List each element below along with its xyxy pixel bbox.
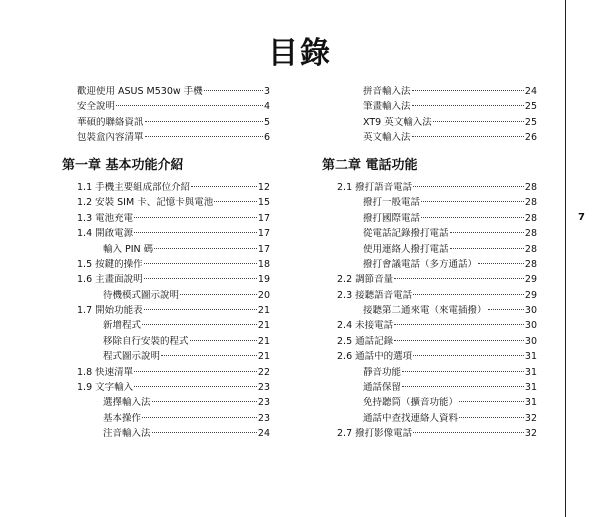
dot-leader	[190, 340, 257, 341]
toc-entry-label: 1.7 開始功能表	[77, 305, 143, 317]
toc-entry-page: 19	[257, 274, 270, 286]
toc-entry-page: 21	[257, 335, 270, 347]
toc-entry[interactable]	[363, 382, 537, 394]
toc-entry[interactable]	[363, 197, 537, 209]
toc-entry[interactable]	[77, 117, 270, 129]
toc-entry-label: 2.1 撥打語音電話	[337, 182, 413, 193]
toc-entry-page: 21	[257, 305, 270, 317]
dot-leader	[450, 232, 524, 233]
dot-leader	[142, 324, 257, 325]
toc-entry-label: 撥打一般電話	[363, 197, 421, 209]
toc-entry-page: 31	[524, 366, 537, 378]
toc-entry-page: 28	[524, 197, 537, 209]
toc-entry[interactable]	[337, 290, 537, 302]
toc-entry-label: 拼音輸入法	[363, 86, 411, 97]
dot-leader	[152, 432, 257, 433]
toc-entry[interactable]	[103, 397, 270, 409]
toc-entry-label: 2.6 通話中的選項	[337, 351, 413, 363]
toc-entry[interactable]	[103, 351, 270, 363]
toc-entry-page: 5	[263, 116, 270, 128]
toc-entry[interactable]	[77, 101, 270, 113]
dot-leader	[134, 232, 257, 233]
toc-entry-label: 通話保留	[363, 381, 402, 393]
dot-leader	[402, 386, 524, 387]
page-edge-rule	[565, 0, 566, 517]
toc-entry[interactable]	[77, 228, 270, 240]
toc-entry-page: 21	[257, 320, 270, 332]
toc-entry-page: 30	[524, 335, 537, 347]
toc-entry[interactable]	[363, 228, 537, 240]
toc-entry-label: 免持聽筒（擴音功能）	[363, 397, 459, 409]
dot-leader	[459, 417, 524, 418]
dot-leader	[134, 217, 257, 218]
toc-entry-label: 輸入 PIN 碼	[103, 243, 154, 255]
dot-leader	[144, 263, 257, 264]
toc-entry[interactable]	[363, 367, 537, 379]
dot-leader	[478, 263, 524, 264]
toc-entry-page: 25	[524, 116, 537, 128]
toc-entry-page: 31	[524, 381, 537, 393]
toc-entry[interactable]	[363, 213, 537, 225]
toc-entry-label: 撥打國際電話	[363, 212, 421, 224]
toc-entry-label: 注音輸入法	[103, 428, 151, 440]
toc-entry-label: 新增程式	[103, 320, 142, 332]
chapter-heading[interactable]: 第一章 基本功能介紹	[62, 158, 184, 173]
toc-entry-page: 31	[524, 351, 537, 363]
toc-entry[interactable]	[363, 117, 537, 129]
toc-entry-label: 2.7 撥打影像電話	[337, 428, 413, 440]
chapter-heading[interactable]: 第二章 電話功能	[322, 158, 418, 173]
toc-entry-page: 17	[257, 228, 270, 240]
dot-leader	[413, 186, 524, 187]
dot-leader	[154, 248, 257, 249]
dot-leader	[488, 309, 524, 310]
toc-entry[interactable]	[77, 132, 270, 144]
toc-entry-label: 安全說明	[77, 101, 116, 113]
dot-leader	[459, 401, 524, 402]
toc-entry[interactable]	[77, 305, 270, 317]
toc-entry[interactable]	[77, 213, 270, 225]
toc-entry[interactable]	[363, 132, 537, 144]
toc-entry-label: 選擇輸入法	[103, 397, 151, 409]
toc-entry-page: 24	[257, 428, 270, 440]
toc-entry-page: 4	[263, 101, 270, 113]
toc-entry-label: 基本操作	[103, 412, 142, 424]
toc-entry[interactable]	[103, 320, 270, 332]
dot-leader	[180, 294, 257, 295]
dot-leader	[421, 217, 524, 218]
toc-entry[interactable]	[337, 274, 537, 286]
dot-leader	[413, 294, 524, 295]
toc-entry-page: 28	[524, 212, 537, 224]
dot-leader	[413, 355, 524, 356]
toc-entry-page: 23	[257, 412, 270, 424]
dot-leader	[412, 105, 524, 106]
toc-entry-label: 包裝盒內容清單	[77, 132, 144, 144]
toc-entry-page: 17	[257, 243, 270, 255]
toc-entry-page: 30	[524, 320, 537, 332]
toc-entry[interactable]	[77, 274, 270, 286]
toc-entry-label: 通話中查找連絡人資料	[363, 412, 459, 424]
toc-entry[interactable]	[363, 259, 537, 271]
dot-leader	[144, 278, 257, 279]
dot-leader	[433, 121, 524, 122]
toc-entry-label: 2.3 接聽語音電話	[337, 289, 413, 301]
toc-entry[interactable]	[77, 259, 270, 271]
toc-entry-label: 2.5 通話記錄	[337, 335, 394, 347]
dot-leader	[145, 136, 263, 137]
toc-entry-label: 英文輸入法	[363, 132, 411, 144]
toc-entry-label: 1.2 安裝 SIM 卡、記憶卡與電池	[77, 197, 214, 209]
toc-entry[interactable]	[103, 428, 270, 440]
toc-entry[interactable]	[77, 367, 270, 379]
toc-entry[interactable]	[77, 182, 270, 194]
toc-entry-page: 15	[257, 197, 270, 209]
toc-entry[interactable]	[337, 351, 537, 363]
toc-entry[interactable]	[363, 86, 537, 98]
toc-entry[interactable]	[103, 336, 270, 348]
dot-leader	[134, 386, 257, 387]
toc-entry-label: 1.5 按鍵的操作	[77, 258, 143, 270]
toc-entry-label: 移除自行安裝的程式	[103, 335, 189, 347]
toc-entry-label: 從電話記錄撥打電話	[363, 228, 449, 240]
dot-leader	[145, 121, 263, 122]
toc-entry-label: 1.6 主畫面說明	[77, 274, 143, 286]
toc-entry-label: 2.2 調節音量	[337, 274, 394, 286]
toc-entry[interactable]	[77, 86, 270, 98]
toc-entry[interactable]	[363, 305, 537, 317]
toc-entry[interactable]	[103, 244, 270, 256]
toc-entry-label: 撥打會議電話（多方通話）	[363, 258, 478, 270]
dot-leader	[214, 201, 257, 202]
toc-entry-label: 1.8 快速清單	[77, 366, 134, 378]
toc-entry-page: 6	[263, 132, 270, 144]
dot-leader	[394, 278, 524, 279]
toc-entry-page: 12	[257, 182, 270, 193]
toc-entry-page: 28	[524, 243, 537, 255]
dot-leader	[134, 371, 257, 372]
toc-entry-label: 待機模式圖示說明	[103, 289, 180, 301]
toc-entry-page: 28	[524, 182, 537, 193]
dot-leader	[413, 432, 524, 433]
toc-entry-label: 1.1 手機主要組成部位介紹	[77, 182, 191, 193]
toc-entry[interactable]	[337, 336, 537, 348]
toc-entry-label: 華碩的聯絡資訊	[77, 116, 144, 128]
toc-entry[interactable]	[103, 290, 270, 302]
dot-leader	[142, 417, 257, 418]
toc-entry-page: 20	[257, 289, 270, 301]
toc-entry[interactable]	[337, 320, 537, 332]
dot-leader	[116, 105, 263, 106]
toc-entry-page: 24	[524, 86, 537, 97]
toc-entry[interactable]	[363, 397, 537, 409]
toc-entry-page: 18	[257, 258, 270, 270]
dot-leader	[191, 186, 257, 187]
toc-entry[interactable]	[363, 244, 537, 256]
toc-entry-label: 1.9 文字輸入	[77, 381, 134, 393]
toc-entry-label: 歡迎使用 ASUS M530w 手機	[77, 86, 203, 97]
toc-entry-label: 1.3 電池充電	[77, 212, 134, 224]
page-title: 目錄	[268, 36, 332, 71]
toc-entry-page: 22	[257, 366, 270, 378]
toc-entry-page: 23	[257, 397, 270, 409]
toc-entry-label: 程式圖示說明	[103, 351, 161, 363]
dot-leader	[394, 340, 524, 341]
dot-leader	[402, 371, 524, 372]
toc-entry-page: 28	[524, 228, 537, 240]
toc-entry-page: 31	[524, 397, 537, 409]
dot-leader	[412, 90, 524, 91]
toc-entry[interactable]	[363, 413, 537, 425]
toc-entry-label: 2.4 未接電話	[337, 320, 394, 332]
toc-entry[interactable]	[363, 101, 537, 113]
dot-leader	[152, 401, 257, 402]
toc-entry[interactable]	[77, 197, 270, 209]
toc-entry-page: 30	[524, 305, 537, 317]
toc-entry-page: 32	[524, 428, 537, 440]
dot-leader	[144, 309, 257, 310]
toc-entry-page: 17	[257, 212, 270, 224]
toc-entry-page: 28	[524, 258, 537, 270]
toc-entry[interactable]	[77, 382, 270, 394]
toc-entry-label: 筆畫輸入法	[363, 101, 411, 113]
toc-entry-page: 29	[524, 289, 537, 301]
toc-entry-page: 29	[524, 274, 537, 286]
toc-entry-label: 使用連絡人撥打電話	[363, 243, 449, 255]
toc-entry-page: 25	[524, 101, 537, 113]
toc-entry-page: 21	[257, 351, 270, 363]
dot-leader	[450, 248, 524, 249]
toc-entry-page: 26	[524, 132, 537, 144]
dot-leader	[161, 355, 257, 356]
toc-entry-label: 接聽第二通來電（來電插撥）	[363, 305, 487, 317]
toc-entry[interactable]	[337, 182, 537, 194]
dot-leader	[204, 90, 263, 91]
toc-entry-label: 1.4 開啟電源	[77, 228, 134, 240]
toc-entry-page: 3	[263, 86, 270, 97]
toc-entry-page: 23	[257, 381, 270, 393]
dot-leader	[421, 201, 524, 202]
dot-leader	[394, 324, 524, 325]
page-number: 7	[578, 212, 585, 223]
toc-entry-label: XT9 英文輸入法	[363, 116, 432, 128]
dot-leader	[412, 136, 524, 137]
toc-entry[interactable]	[103, 413, 270, 425]
toc-entry[interactable]	[337, 428, 537, 440]
toc-entry-label: 靜音功能	[363, 366, 402, 378]
toc-entry-page: 32	[524, 412, 537, 424]
